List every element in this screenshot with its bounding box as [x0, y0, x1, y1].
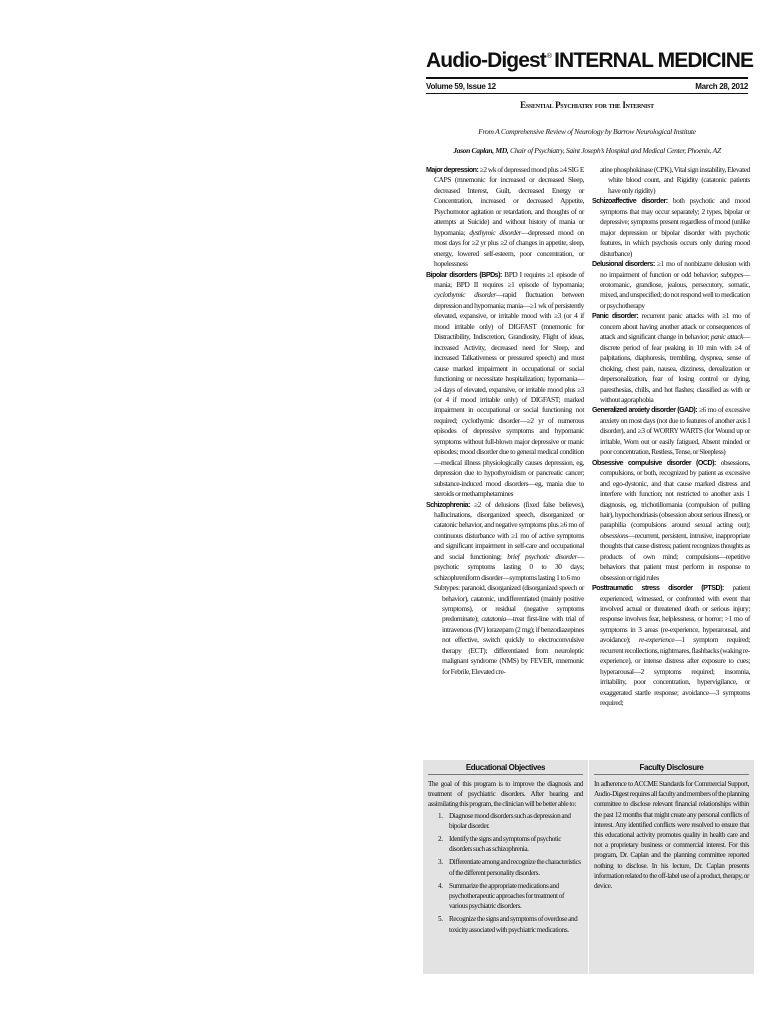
- entry-text-continued: —treat first-line with trial of intravenous (IV) lorazepam (2 mg); if benzodiazepines not effective, switch quickly to electroconvulsive therapy (ECT); differentiated from neuroleptic malignant syndrome (NMS) by FEVER, mnemonic for Febrile, Elevated cre-: [442, 614, 584, 676]
- objective-number: 3.: [438, 858, 443, 867]
- disclosure-divider: [594, 774, 749, 775]
- entry-text-continued: —erotomanic, grandiose, jealous, persecutory, somatic, mixed, and unspecified; do not respond well to medication or psychotherapy: [600, 269, 750, 310]
- entry-text: atine phosphokinase (CPK), Vital sign instability, Elevated white blood count, and Rigidity (catatonic patients have only rigidity): [600, 165, 750, 195]
- entry-text: ≥2 wk of depressed mood plus ≥4 SIG E CAPS (mnemonic for increased or decreased Sleep, decreased Interest, Guilt, decreased Energy or Concentration, increased or decreased Appetite, Psychomotor agitation or retardation, and thoughts of or attempts at Suicide) and without history of mania or hypomania;: [434, 165, 584, 237]
- masthead: [426, 46, 754, 94]
- entry-emphasis: cyclothymic disorder: [434, 290, 496, 300]
- entry-text-continued: —1 symptom required; recurrent recollections, nightmares, flashbacks (waking re-experience), or intense distress after exposure to cues; hyperarousal—2 symptoms required; insomnia, irritability, poor concentration, hypervigilance, or exaggerated startle response; avoidance—3 symptoms required;: [600, 635, 750, 708]
- glossary-entry: [426, 270, 584, 500]
- objective-item: [428, 857, 583, 877]
- registered-mark: ®: [546, 53, 552, 60]
- glossary-entry: [592, 583, 750, 708]
- entry-text: both psychotic and mood symptoms that may occur separately; 2 types, bipolar or depressive; symptoms present regardless of mood (unlike major depression or bipolar disorder with psychotic features, in which psychosis occurs only during mood disturbance): [600, 196, 750, 258]
- entry-text-continued: —psychotic symptoms lasting 0 to 30 days; schizophreniform disorder—symptoms lasting 1 to 6 mo: [434, 551, 585, 582]
- entry-term: Schizophrenia:: [426, 500, 470, 509]
- glossary-entry: [592, 405, 750, 457]
- author-affiliation: Chair of Psychiatry, Saint Joseph’s Hospital and Medical Center, Phoenix, AZ: [508, 146, 721, 155]
- glossary-entry: [592, 196, 750, 259]
- entry-emphasis: subtypes: [720, 269, 743, 279]
- entry-emphasis: catatonia: [481, 614, 506, 624]
- objective-text: Recognize the signs and symptoms of overdose and toxicity associated with psychiatric medications.: [449, 915, 578, 934]
- objective-item: [428, 834, 583, 854]
- objective-text: Identify the signs and symptoms of psychotic disorders such as schizophrenia.: [449, 835, 562, 854]
- glossary-entry: [592, 259, 750, 311]
- masthead-rule: [426, 77, 748, 79]
- entry-emphasis: dysthymic disorder: [469, 227, 522, 237]
- objective-number: 2.: [438, 835, 443, 844]
- entry-text: recurrent panic attacks with ≥1 mo of concern about having another attack or consequences of attack and significant change in behavior;: [600, 311, 751, 342]
- disclosure-heading: Faculty Disclosure: [639, 763, 704, 772]
- objectives-divider: [428, 774, 583, 775]
- glossary-entry: [592, 458, 750, 583]
- issue-date: March 28, 2012: [695, 82, 748, 91]
- entry-text-continued: —discrete period of fear peaking in 10 min with ≥4 of palpitations, diaphoresis, trembling, dyspnea, sense of choking, chest pain, nausea, dizziness, derealization or depersonalization, fear of losing control or dying, paresthesias, chills, and hot flashes; classified as with or without agoraphobia: [600, 332, 750, 404]
- brand-name: Audio-Digest: [426, 49, 546, 72]
- issue-rule: [426, 93, 748, 94]
- entry-text-continued: —rapid fluctuation between depression and hypomania; mania—≥1 wk of persistently elevated, expansive, or irritable mood with ≥3 (or 4 if mood irritable only) of DIGFAST (mnemonic for Distractibility, Indiscretion, Grandiosity, Flight of ideas, increased Activity, decreased need for Sleep, and increased Talkativeness or pressured speech) and must cause marked impairment in occupational or social functioning or necessitate hospitalization; hypomania—≥4 days of elevated, expansive, or irritable mood plus ≥3 (or 4 if mood irritable only) of DIGFAST; marked impairment in occupational or social functioning not required; cyclothymic disorder—≥2 yr of numerous episodes of depressive symptoms and hypomanic symptoms without full-blown major depressive or manic episodes; mood disorder due to general medical condition—medical illness physiologically causes depression, eg, depression due to hypothyroidism or pancreatic cancer; substance-induced mood disorders—eg, mania due to steroids or methamphetamines: [434, 290, 585, 499]
- entry-text-continued: —recurrent, persistent, intrusive, inappropriate thoughts that cause distress; patient recognizes thoughts as products of own mind; compulsions—repetitive behaviors that patient must perform in response to obsession or rigid rules: [600, 530, 750, 582]
- entry-text-continued: —depressed mood on most days for ≥2 yr plus ≥2 of changes in appetite, sleep, energy, lowered self-esteem, poor concentration, or hopelessness: [434, 227, 584, 269]
- objective-number: 5.: [438, 915, 443, 924]
- glossary-entry: [426, 500, 584, 584]
- faculty-disclosure-box: [589, 760, 754, 974]
- entry-emphasis: panic attack: [710, 332, 743, 342]
- objective-number: 4.: [438, 881, 443, 890]
- disclosure-text: In adherence to ACCME Standards for Commercial Support, Audio-Digest requires all faculty and members of the planning committee to disclose relevant financial relationships within the past 12 months that might create any personal conflicts of interest. Any identified conflicts were resolved to ensure that this educational activity promotes quality in health care and not a proprietary business or commercial interest. For this program, Dr. Caplan and the planning committee reported nothing to disclose. In his lecture, Dr. Caplan presents information related to the off-label use of a product, therapy, or device.: [594, 780, 749, 891]
- objective-number: 1.: [438, 811, 443, 820]
- entry-term: Delusional disorders:: [592, 260, 655, 269]
- entry-text: BPD I requires ≥1 episode of mania; BPD II requires ≥1 episode of hypomania;: [434, 269, 584, 289]
- volume-issue: Volume 59, Issue 12: [426, 82, 496, 91]
- entry-term: Generalized anxiety disorder (GAD):: [592, 406, 698, 415]
- objectives-heading: Educational Objectives: [465, 763, 546, 772]
- objectives-intro: The goal of this program is to improve the diagnosis and treatment of psychiatric disorders. After hearing and assimilating this program, the clinician will be better able to:: [428, 780, 583, 809]
- objective-item: [428, 881, 583, 912]
- article-source: From A Comprehensive Review of Neurology by Barrow Neurological Institute: [478, 127, 696, 136]
- glossary-entry: [592, 311, 750, 405]
- objective-text: Diagnose mood disorders such as depression and bipolar disorder.: [449, 811, 571, 830]
- objective-item: [428, 914, 583, 934]
- article-title: Essential Psychiatry for the Internist: [520, 100, 654, 110]
- objective-text: Differentiate among and recognize the characteristics of the different personality disorders.: [449, 858, 581, 877]
- objectives-list: [428, 811, 583, 935]
- author-name: Jason Caplan, MD,: [453, 146, 509, 155]
- entry-term: Major depression:: [426, 166, 479, 174]
- entry-term: Bipolar disorders (BPDs):: [426, 270, 502, 279]
- entry-emphasis: obsessions: [600, 530, 628, 540]
- entry-emphasis: re-experience: [638, 635, 675, 645]
- entry-text: ≥1 mo of nonbizarre delusion with no impairment of function or odd behavior;: [600, 259, 751, 279]
- entry-text: Subtypes: paranoid, disorganized (disorganized speech or behavior), catatonic, undifferentiated (mainly positive symptoms), or residual (negative symptoms predominate);: [434, 583, 584, 624]
- issue-info: [426, 82, 748, 91]
- article-author: [426, 146, 748, 155]
- glossary-entry: [426, 165, 584, 270]
- entry-emphasis: brief psychotic disorder: [507, 551, 577, 561]
- publication-subtitle: INTERNAL MEDICINE: [554, 49, 754, 72]
- objective-item: [428, 811, 583, 831]
- entry-term: Schizoaffective disorder:: [592, 197, 668, 206]
- text-column-right: [592, 165, 750, 709]
- entry-text: ≥6 mo of excessive anxiety on most days (not due to features of another axis I disorder), and ≥3 of WORRY WARTS (for Wound up or irritable, Worn out or easily fatigued, Absent minded or poor concentration, Restless, Tense, or Sleepless): [600, 405, 751, 457]
- masthead-title: [426, 46, 754, 72]
- entry-text: ≥2 of delusions (fixed false believes), hallucinations, disorganized speech, disorganized or catatonic behavior, and negative symptoms plus ≥6 mo of continuous disturbance with ≥1 mo of active symptoms and significant impairment in self-care and occupational and social functioning;: [434, 499, 584, 561]
- entry-text: patient experienced, witnessed, or confronted with event that involved actual or threatened death or serious injury; response involves fear, helplessness, or horror; >1 mo of symptoms in 3 areas (re-experience, hyperarousal, and avoidance);: [600, 583, 750, 645]
- text-column-left: [426, 165, 584, 677]
- educational-objectives-box: [423, 760, 588, 974]
- glossary-entry: [426, 583, 584, 677]
- entry-term: Obsessive compulsive disorder (OCD):: [592, 458, 716, 467]
- glossary-entry: [592, 165, 750, 196]
- entry-term: Panic disorder:: [592, 312, 639, 321]
- entry-term: Posttraumatic stress disorder (PTSD):: [592, 584, 724, 593]
- objective-text: Summarize the appropriate medications and psychotherapeutic approaches for treatment of various psychiatric disorders.: [449, 881, 565, 911]
- entry-text: obsessions, compulsions, or both, recognized by patient as excessive and ego-dystonic, and that cause marked distress and interfere with function; not restricted to another axis 1 diagnosis, eg, trichotillomania (compulsion of pulling hair), hypochondriasis (obsession about serious illness), or paraphilia (compulsions around sexual acting out);: [600, 457, 750, 530]
